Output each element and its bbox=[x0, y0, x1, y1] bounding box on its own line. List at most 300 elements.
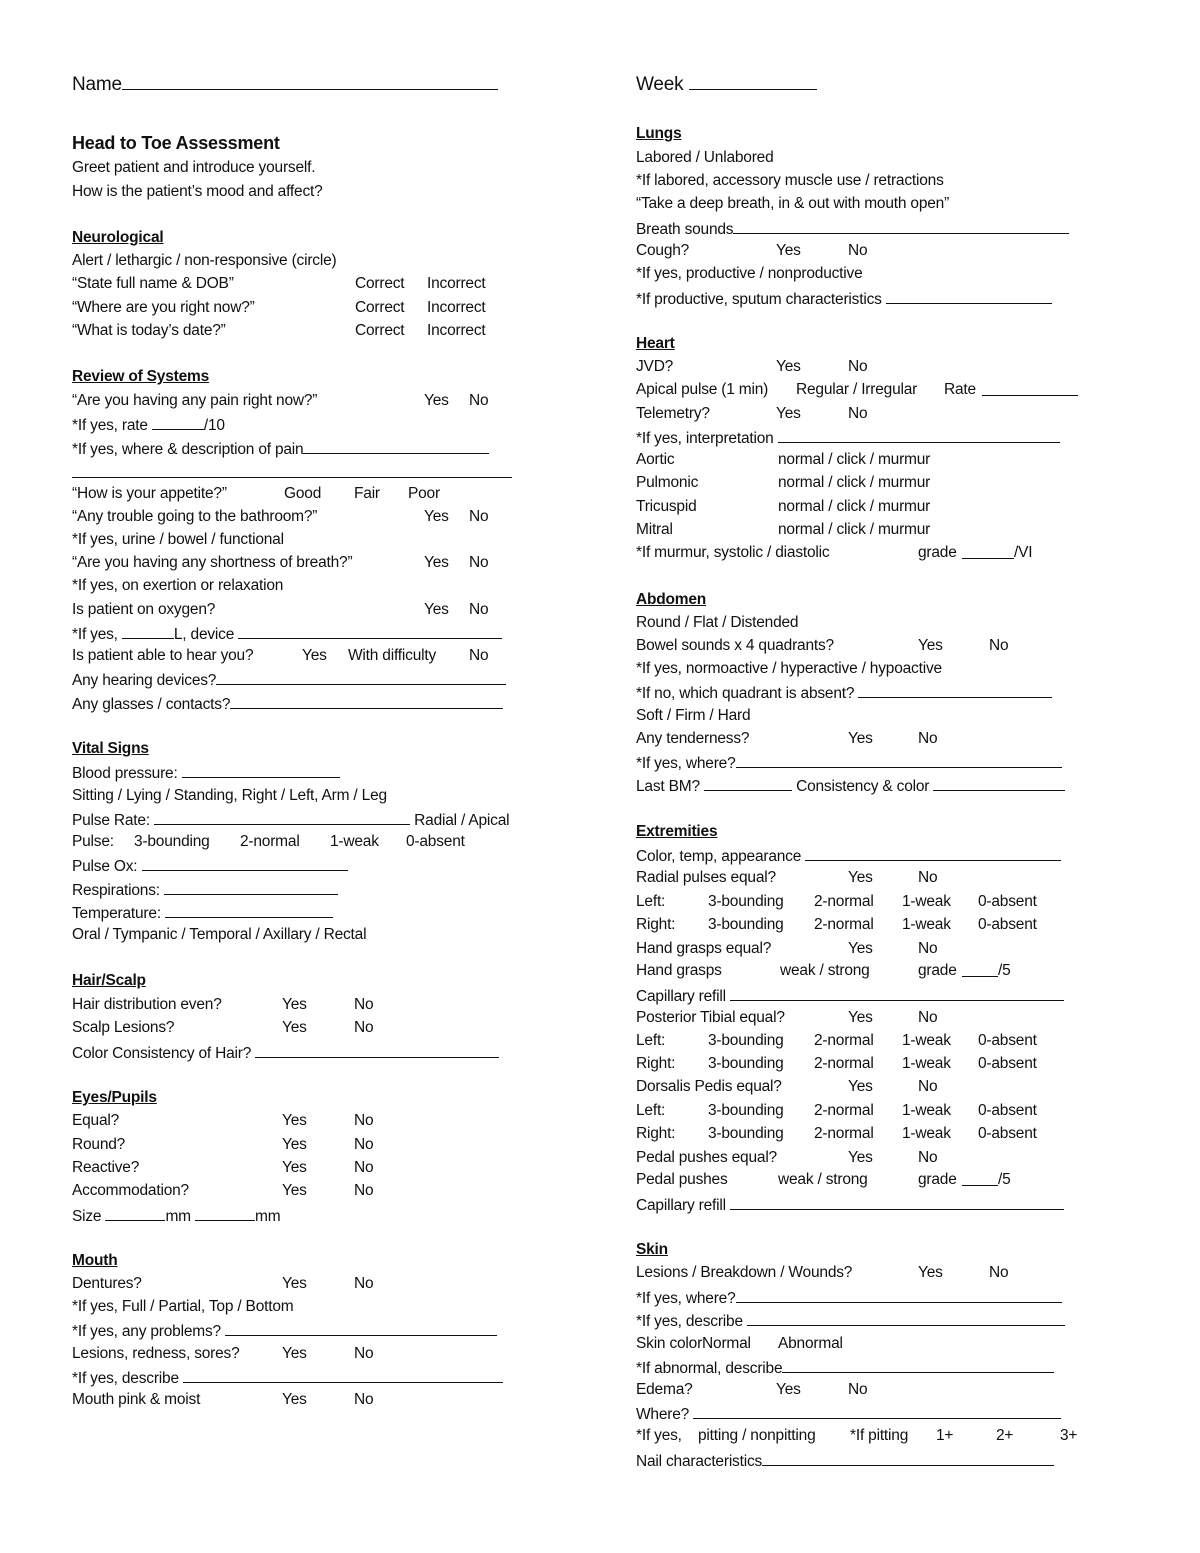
hearing-devices-field[interactable] bbox=[216, 669, 506, 685]
oxygen-liters-field[interactable] bbox=[122, 623, 174, 639]
hearing-question: Is patient able to hear you? bbox=[72, 647, 254, 664]
oxygen-device-row bbox=[72, 623, 502, 645]
rate-label: Rate bbox=[944, 381, 976, 398]
left-label: Left: bbox=[636, 1102, 666, 1119]
jvd-question: JVD? bbox=[636, 358, 674, 375]
glasses-field[interactable] bbox=[230, 693, 503, 709]
eyes-accommodation-question: Accommodation? bbox=[72, 1182, 189, 1199]
color-temp-row bbox=[636, 845, 1061, 867]
yes-option[interactable]: Yes bbox=[282, 1345, 307, 1362]
murmur-label: *If murmur, systolic / diastolic bbox=[636, 544, 830, 561]
no-option[interactable]: No bbox=[354, 996, 374, 1013]
incorrect-option[interactable]: Incorrect bbox=[427, 299, 486, 316]
pulse-ox-row bbox=[72, 855, 348, 877]
grade-5-scale: /5 bbox=[998, 962, 1011, 979]
eyes-heading: Eyes/Pupils bbox=[72, 1089, 157, 1106]
bowel-sounds-row bbox=[636, 636, 1076, 656]
glasses-row bbox=[72, 693, 503, 715]
no-option[interactable]: No bbox=[354, 1159, 374, 1176]
pupil-size-row bbox=[72, 1205, 280, 1227]
hair-color-label: Color Consistency of Hair? bbox=[72, 1045, 252, 1062]
breath-sounds-row bbox=[636, 218, 1069, 240]
bounding-option[interactable]: 3-bounding bbox=[708, 916, 784, 933]
skin-where-row bbox=[636, 1287, 1062, 1309]
bowel-activity-options: *If yes, normoactive / hyperactive / hypoactive bbox=[636, 660, 942, 677]
no-option[interactable]: No bbox=[918, 730, 938, 747]
heart-heading: Heart bbox=[636, 335, 675, 352]
hair-heading: Hair/Scalp bbox=[72, 972, 146, 989]
yes-option[interactable]: Yes bbox=[282, 1159, 307, 1176]
normal-option[interactable]: 2-normal bbox=[814, 1125, 874, 1142]
mitral-row bbox=[636, 520, 1076, 540]
yes-option[interactable]: Yes bbox=[424, 392, 449, 409]
no-option[interactable]: No bbox=[918, 1009, 938, 1026]
yes-option[interactable]: Yes bbox=[848, 1149, 873, 1166]
tenderness-question: Any tenderness? bbox=[636, 730, 750, 747]
absent-quadrant-field[interactable] bbox=[858, 682, 1052, 698]
dentures-type-options: *If yes, Full / Partial, Top / Bottom bbox=[72, 1298, 294, 1315]
yes-option[interactable]: Yes bbox=[282, 1182, 307, 1199]
pitting-row bbox=[636, 1426, 1081, 1446]
correct-option[interactable]: Correct bbox=[355, 322, 405, 339]
eyes-round-row bbox=[72, 1135, 512, 1155]
breath-sounds-field[interactable] bbox=[733, 218, 1069, 234]
abdomen-shape-options: Round / Flat / Distended bbox=[636, 614, 799, 631]
urine-options: *If yes, urine / bowel / functional bbox=[72, 531, 284, 548]
right-label: Right: bbox=[636, 1125, 676, 1142]
neuro-row-3 bbox=[72, 321, 512, 341]
weak-option[interactable]: 1-weak bbox=[902, 916, 951, 933]
tricuspid-label: Tricuspid bbox=[636, 498, 697, 515]
name-row bbox=[72, 74, 498, 95]
yes-option[interactable]: Yes bbox=[848, 730, 873, 747]
oxygen-ifyes-label: *If yes, bbox=[72, 626, 118, 643]
form-title: Head to Toe Assessment bbox=[72, 133, 280, 153]
yes-option[interactable]: Yes bbox=[848, 940, 873, 957]
eyes-equal-row bbox=[72, 1111, 512, 1131]
sob-row bbox=[72, 553, 512, 573]
with-difficulty-option[interactable]: With difficulty bbox=[348, 647, 437, 664]
glasses-label: Any glasses / contacts? bbox=[72, 696, 231, 713]
skin-lesions-row bbox=[636, 1263, 1076, 1283]
bounding-option[interactable]: 3-bounding bbox=[134, 833, 210, 850]
skin-lesions-question: Lesions / Breakdown / Wounds? bbox=[636, 1264, 853, 1281]
no-option[interactable]: No bbox=[469, 647, 489, 664]
sputum-field[interactable] bbox=[886, 288, 1052, 304]
pain-rate-field[interactable] bbox=[152, 414, 204, 430]
yes-option[interactable]: Yes bbox=[282, 1112, 307, 1129]
pain-where-row bbox=[72, 438, 489, 460]
absent-option[interactable]: 0-absent bbox=[978, 1125, 1037, 1142]
yes-option[interactable]: Yes bbox=[848, 869, 873, 886]
weak-option[interactable]: 1-weak bbox=[902, 1102, 951, 1119]
temperature-field[interactable] bbox=[165, 902, 333, 918]
absent-quadrant-label: *If no, which quadrant is absent? bbox=[636, 685, 855, 702]
weak-option[interactable]: 1-weak bbox=[330, 833, 379, 850]
no-option[interactable]: No bbox=[469, 554, 489, 571]
radial-apical-options: Radial / Apical bbox=[414, 812, 510, 829]
grade-label: grade bbox=[918, 1171, 957, 1188]
skin-describe-label: *If yes, describe bbox=[636, 1313, 743, 1330]
absent-option[interactable]: 0-absent bbox=[978, 893, 1037, 910]
murmur-row bbox=[636, 543, 1076, 563]
scalp-lesions-question: Scalp Lesions? bbox=[72, 1019, 175, 1036]
eyes-equal-question: Equal? bbox=[72, 1112, 120, 1129]
week-label: Week bbox=[636, 74, 684, 95]
hand-equal-question: Hand grasps equal? bbox=[636, 940, 772, 957]
pain-rate-label: *If yes, rate bbox=[72, 417, 148, 434]
yes-option[interactable]: Yes bbox=[424, 508, 449, 525]
no-option[interactable]: No bbox=[918, 1149, 938, 1166]
no-option[interactable]: No bbox=[918, 869, 938, 886]
aortic-row bbox=[636, 450, 1076, 470]
yes-option[interactable]: Yes bbox=[848, 1078, 873, 1095]
pulse-rate-label: Pulse Rate: bbox=[72, 812, 150, 829]
yes-option[interactable]: Yes bbox=[848, 1009, 873, 1026]
dentures-problems-row bbox=[72, 1320, 497, 1342]
respirations-field[interactable] bbox=[164, 879, 338, 895]
murmur-grade-field[interactable] bbox=[962, 543, 1014, 559]
regular-irregular-options[interactable]: Regular / Irregular bbox=[796, 381, 918, 398]
edema-row bbox=[636, 1380, 1076, 1400]
pain-where-field[interactable] bbox=[303, 438, 489, 454]
no-option[interactable]: No bbox=[354, 1136, 374, 1153]
pulse-strength-row bbox=[72, 832, 522, 852]
radial-equal-row bbox=[636, 868, 1076, 888]
neuro-row-1 bbox=[72, 274, 512, 294]
hand-grade-field[interactable] bbox=[962, 961, 998, 977]
extremities-heading: Extremities bbox=[636, 823, 718, 840]
absent-option[interactable]: 0-absent bbox=[978, 916, 1037, 933]
skin-where-label: *If yes, where? bbox=[636, 1290, 736, 1307]
mm-unit: mm bbox=[165, 1208, 191, 1225]
neuro-q3: “What is today’s date?” bbox=[72, 322, 226, 339]
lungs-heading: Lungs bbox=[636, 125, 682, 142]
heart-sound-options[interactable]: normal / click / murmur bbox=[778, 498, 931, 515]
yes-option[interactable]: Yes bbox=[282, 1391, 307, 1408]
edema-question: Edema? bbox=[636, 1381, 693, 1398]
apical-pulse-row bbox=[636, 380, 1081, 400]
neuro-q1: “State full name & DOB” bbox=[72, 275, 234, 292]
no-option[interactable]: No bbox=[848, 358, 868, 375]
cough-row bbox=[636, 241, 1076, 261]
correct-option[interactable]: Correct bbox=[355, 275, 405, 292]
bounding-option[interactable]: 3-bounding bbox=[708, 1102, 784, 1119]
hearing-devices-label: Any hearing devices? bbox=[72, 672, 217, 689]
tenderness-where-row bbox=[636, 752, 1062, 774]
edema-where-label: Where? bbox=[636, 1406, 690, 1423]
scalp-lesions-row bbox=[72, 1018, 512, 1038]
normal-option[interactable]: 2-normal bbox=[814, 916, 874, 933]
jvd-row bbox=[636, 357, 1076, 377]
grade-label: grade bbox=[918, 962, 957, 979]
radial-equal-question: Radial pulses equal? bbox=[636, 869, 776, 886]
cap-refill-2-field[interactable] bbox=[730, 1194, 1064, 1210]
vitals-heading: Vital Signs bbox=[72, 740, 149, 757]
hearing-devices-row bbox=[72, 669, 506, 691]
yes-option[interactable]: Yes bbox=[282, 1136, 307, 1153]
poor-option[interactable]: Poor bbox=[408, 485, 440, 502]
skin-describe-field[interactable] bbox=[747, 1310, 1065, 1326]
incorrect-option[interactable]: Incorrect bbox=[427, 275, 486, 292]
bowel-sounds-question: Bowel sounds x 4 quadrants? bbox=[636, 637, 834, 654]
tenderness-where-field[interactable] bbox=[736, 752, 1062, 768]
color-temp-label: Color, temp, appearance bbox=[636, 848, 802, 865]
oxygen-row bbox=[72, 600, 512, 620]
normal-option[interactable]: 2-normal bbox=[814, 1032, 874, 1049]
bounding-option[interactable]: 3-bounding bbox=[708, 1055, 784, 1072]
rate-field[interactable] bbox=[982, 380, 1078, 396]
pedal-pushes-label: Pedal pushes bbox=[636, 1171, 728, 1188]
abnormal-describe-field[interactable] bbox=[782, 1357, 1054, 1373]
no-option[interactable]: No bbox=[989, 637, 1009, 654]
pupil-size-field-1[interactable] bbox=[105, 1205, 165, 1221]
nails-row bbox=[636, 1450, 1054, 1472]
grade-5-scale: /5 bbox=[998, 1171, 1011, 1188]
pulmonic-label: Pulmonic bbox=[636, 474, 699, 491]
fair-option[interactable]: Fair bbox=[354, 485, 380, 502]
oxygen-question: Is patient on oxygen? bbox=[72, 601, 216, 618]
no-option[interactable]: No bbox=[918, 940, 938, 957]
ros-heading: Review of Systems bbox=[72, 368, 210, 385]
mouth-pink-question: Mouth pink & moist bbox=[72, 1391, 201, 1408]
color-temp-field[interactable] bbox=[805, 845, 1061, 861]
no-option[interactable]: No bbox=[354, 1345, 374, 1362]
yes-option[interactable]: Yes bbox=[302, 647, 327, 664]
no-option[interactable]: No bbox=[848, 405, 868, 422]
if-pitting-label: *If pitting bbox=[850, 1427, 909, 1444]
no-option[interactable]: No bbox=[354, 1112, 374, 1129]
pitting-options[interactable]: pitting / nonpitting bbox=[698, 1427, 816, 1444]
pedal-equal-row bbox=[636, 1148, 1076, 1168]
eyes-accommodation-row bbox=[72, 1181, 512, 1201]
weak-strong-options[interactable]: weak / strong bbox=[780, 962, 870, 979]
week-field[interactable] bbox=[689, 74, 817, 90]
breath-sounds-label: Breath sounds bbox=[636, 221, 734, 238]
oxygen-device-field[interactable] bbox=[238, 623, 502, 639]
telemetry-row bbox=[636, 404, 1076, 424]
pedal-strength-row bbox=[636, 1170, 1076, 1190]
no-option[interactable]: No bbox=[354, 1019, 374, 1036]
skin-where-field[interactable] bbox=[736, 1287, 1062, 1303]
hair-color-field[interactable] bbox=[255, 1042, 499, 1058]
good-option[interactable]: Good bbox=[284, 485, 322, 502]
weak-option[interactable]: 1-weak bbox=[902, 1032, 951, 1049]
skin-heading: Skin bbox=[636, 1241, 668, 1258]
respirations-row bbox=[72, 879, 338, 901]
tibial-right-row bbox=[636, 1054, 1076, 1074]
appetite-question: “How is your appetite?” bbox=[72, 485, 227, 502]
bp-row bbox=[72, 762, 340, 784]
mood-question: How is the patient’s mood and affect? bbox=[72, 183, 323, 200]
incorrect-option[interactable]: Incorrect bbox=[427, 322, 486, 339]
pain-continuation-line[interactable] bbox=[72, 477, 512, 478]
absent-option[interactable]: 0-absent bbox=[978, 1032, 1037, 1049]
bathroom-row bbox=[72, 507, 512, 527]
absent-option[interactable]: 0-absent bbox=[406, 833, 465, 850]
temperature-route-options: Oral / Tympanic / Temporal / Axillary / Rectal bbox=[72, 926, 367, 943]
pitting-ifyes-label: *If yes, bbox=[636, 1427, 682, 1444]
interpretation-row bbox=[636, 427, 1060, 449]
dentures-problems-field[interactable] bbox=[225, 1320, 497, 1336]
no-option[interactable]: No bbox=[918, 1078, 938, 1095]
pulse-rate-field[interactable] bbox=[154, 809, 410, 825]
heart-sound-options[interactable]: normal / click / murmur bbox=[778, 451, 931, 468]
weak-option[interactable]: 1-weak bbox=[902, 1125, 951, 1142]
mouth-heading: Mouth bbox=[72, 1252, 118, 1269]
mouth-lesions-row bbox=[72, 1344, 512, 1364]
yes-option[interactable]: Yes bbox=[776, 358, 801, 375]
pain-rate-scale: /10 bbox=[203, 417, 225, 434]
no-option[interactable]: No bbox=[469, 601, 489, 618]
yes-option[interactable]: Yes bbox=[776, 1381, 801, 1398]
pitting-1-option[interactable]: 1+ bbox=[936, 1427, 954, 1444]
abnormal-option[interactable]: Abnormal bbox=[778, 1335, 843, 1352]
absent-option[interactable]: 0-absent bbox=[978, 1102, 1037, 1119]
no-option[interactable]: No bbox=[848, 1381, 868, 1398]
neuro-q2: “Where are you right now?” bbox=[72, 299, 255, 316]
dentures-question: Dentures? bbox=[72, 1275, 142, 1292]
alert-options: Alert / lethargic / non-responsive (circle) bbox=[72, 252, 337, 269]
neuro-row-2 bbox=[72, 298, 512, 318]
last-bm-field[interactable] bbox=[704, 775, 792, 791]
skin-describe-row bbox=[636, 1310, 1065, 1332]
pulse-ox-field[interactable] bbox=[142, 855, 348, 871]
yes-option[interactable]: Yes bbox=[424, 554, 449, 571]
weak-option[interactable]: 1-weak bbox=[902, 1055, 951, 1072]
neuro-heading: Neurological bbox=[72, 229, 164, 246]
no-option[interactable]: No bbox=[989, 1264, 1009, 1281]
pitting-2-option[interactable]: 2+ bbox=[996, 1427, 1014, 1444]
mouth-pink-row bbox=[72, 1390, 512, 1410]
accessory-muscle-options: *If labored, accessory muscle use / retractions bbox=[636, 172, 944, 189]
skin-color-normal-option[interactable]: Skin colorNormal bbox=[636, 1335, 751, 1352]
abdomen-firmness-options: Soft / Firm / Hard bbox=[636, 707, 751, 724]
skin-color-row bbox=[636, 1334, 1076, 1354]
normal-option[interactable]: 2-normal bbox=[814, 1102, 874, 1119]
hand-grasps-label: Hand grasps bbox=[636, 962, 722, 979]
no-option[interactable]: No bbox=[469, 508, 489, 525]
tenderness-where-label: *If yes, where? bbox=[636, 755, 736, 772]
hair-distribution-question: Hair distribution even? bbox=[72, 996, 222, 1013]
interpretation-field[interactable] bbox=[778, 427, 1060, 443]
abdomen-heading: Abdomen bbox=[636, 591, 707, 608]
grade-vi-scale: /VI bbox=[1014, 544, 1033, 561]
pitting-3-option[interactable]: 3+ bbox=[1060, 1427, 1078, 1444]
abnormal-describe-label: *If abnormal, describe bbox=[636, 1360, 783, 1377]
hair-color-row bbox=[72, 1042, 499, 1064]
no-option[interactable]: No bbox=[469, 392, 489, 409]
pupil-size-field-2[interactable] bbox=[195, 1205, 255, 1221]
heart-sound-options[interactable]: normal / click / murmur bbox=[778, 474, 931, 491]
hearing-row bbox=[72, 646, 512, 666]
weak-strong-options[interactable]: weak / strong bbox=[778, 1171, 868, 1188]
no-option[interactable]: No bbox=[354, 1275, 374, 1292]
bounding-option[interactable]: 3-bounding bbox=[708, 1032, 784, 1049]
pain-row bbox=[72, 391, 512, 411]
hair-distribution-row bbox=[72, 995, 512, 1015]
consistency-field[interactable] bbox=[933, 775, 1065, 791]
pupil-size-label: Size bbox=[72, 1208, 102, 1225]
right-label: Right: bbox=[636, 1055, 676, 1072]
sob-question: “Are you having any shortness of breath?” bbox=[72, 554, 353, 571]
tibial-left-row bbox=[636, 1031, 1076, 1051]
deep-breath-instruction: “Take a deep breath, in & out with mouth open” bbox=[636, 195, 950, 212]
left-label: Left: bbox=[636, 1032, 666, 1049]
radial-left-row bbox=[636, 892, 1076, 912]
bp-field[interactable] bbox=[182, 762, 340, 778]
mouth-describe-field[interactable] bbox=[183, 1367, 503, 1383]
yes-option[interactable]: Yes bbox=[918, 637, 943, 654]
cap-refill-field[interactable] bbox=[730, 985, 1064, 1001]
absent-quadrant-row bbox=[636, 682, 1052, 704]
yes-option[interactable]: Yes bbox=[776, 242, 801, 259]
normal-option[interactable]: 2-normal bbox=[814, 1055, 874, 1072]
dorsalis-equal-row bbox=[636, 1077, 1076, 1097]
cap-refill-label: Capillary refill bbox=[636, 1197, 726, 1214]
pain-where-label: *If yes, where & description of pain bbox=[72, 441, 304, 458]
heart-sound-options[interactable]: normal / click / murmur bbox=[778, 521, 931, 538]
absent-option[interactable]: 0-absent bbox=[978, 1055, 1037, 1072]
pain-question: “Are you having any pain right now?” bbox=[72, 392, 318, 409]
sputum-row bbox=[636, 288, 1052, 310]
last-bm-row bbox=[636, 775, 1065, 797]
no-option[interactable]: No bbox=[354, 1391, 374, 1408]
exertion-options: *If yes, on exertion or relaxation bbox=[72, 577, 284, 594]
bathroom-question: “Any trouble going to the bathroom?” bbox=[72, 508, 318, 525]
appetite-row bbox=[72, 484, 512, 504]
name-label: Name bbox=[72, 74, 122, 95]
telemetry-question: Telemetry? bbox=[636, 405, 710, 422]
yes-option[interactable]: Yes bbox=[282, 996, 307, 1013]
pedal-grade-field[interactable] bbox=[962, 1170, 998, 1186]
correct-option[interactable]: Correct bbox=[355, 299, 405, 316]
yes-option[interactable]: Yes bbox=[282, 1019, 307, 1036]
tricuspid-row bbox=[636, 497, 1076, 517]
radial-right-row bbox=[636, 915, 1076, 935]
yes-option[interactable]: Yes bbox=[424, 601, 449, 618]
yes-option[interactable]: Yes bbox=[776, 405, 801, 422]
hand-equal-row bbox=[636, 939, 1076, 959]
weak-option[interactable]: 1-weak bbox=[902, 893, 951, 910]
yes-option[interactable]: Yes bbox=[918, 1264, 943, 1281]
no-option[interactable]: No bbox=[354, 1182, 374, 1199]
normal-option[interactable]: 2-normal bbox=[814, 893, 874, 910]
oxygen-device-label: L, device bbox=[173, 626, 235, 643]
bounding-option[interactable]: 3-bounding bbox=[708, 1125, 784, 1142]
bounding-option[interactable]: 3-bounding bbox=[708, 893, 784, 910]
right-label: Right: bbox=[636, 916, 676, 933]
pedal-equal-question: Pedal pushes equal? bbox=[636, 1149, 777, 1166]
nails-label: Nail characteristics bbox=[636, 1453, 763, 1470]
consistency-label: Consistency & color bbox=[796, 778, 930, 795]
edema-where-field[interactable] bbox=[693, 1403, 1061, 1419]
eyes-reactive-row bbox=[72, 1158, 512, 1178]
pulse-label: Pulse: bbox=[72, 833, 114, 850]
apical-pulse-label: Apical pulse (1 min) bbox=[636, 381, 769, 398]
nails-field[interactable] bbox=[762, 1450, 1054, 1466]
dorsalis-equal-question: Dorsalis Pedis equal? bbox=[636, 1078, 782, 1095]
pulmonic-row bbox=[636, 473, 1076, 493]
tibial-equal-row bbox=[636, 1008, 1076, 1028]
eyes-reactive-question: Reactive? bbox=[72, 1159, 140, 1176]
yes-option[interactable]: Yes bbox=[282, 1275, 307, 1292]
cough-question: Cough? bbox=[636, 242, 690, 259]
edema-where-row bbox=[636, 1403, 1061, 1425]
name-field[interactable] bbox=[122, 74, 498, 90]
no-option[interactable]: No bbox=[848, 242, 868, 259]
normal-option[interactable]: 2-normal bbox=[240, 833, 300, 850]
